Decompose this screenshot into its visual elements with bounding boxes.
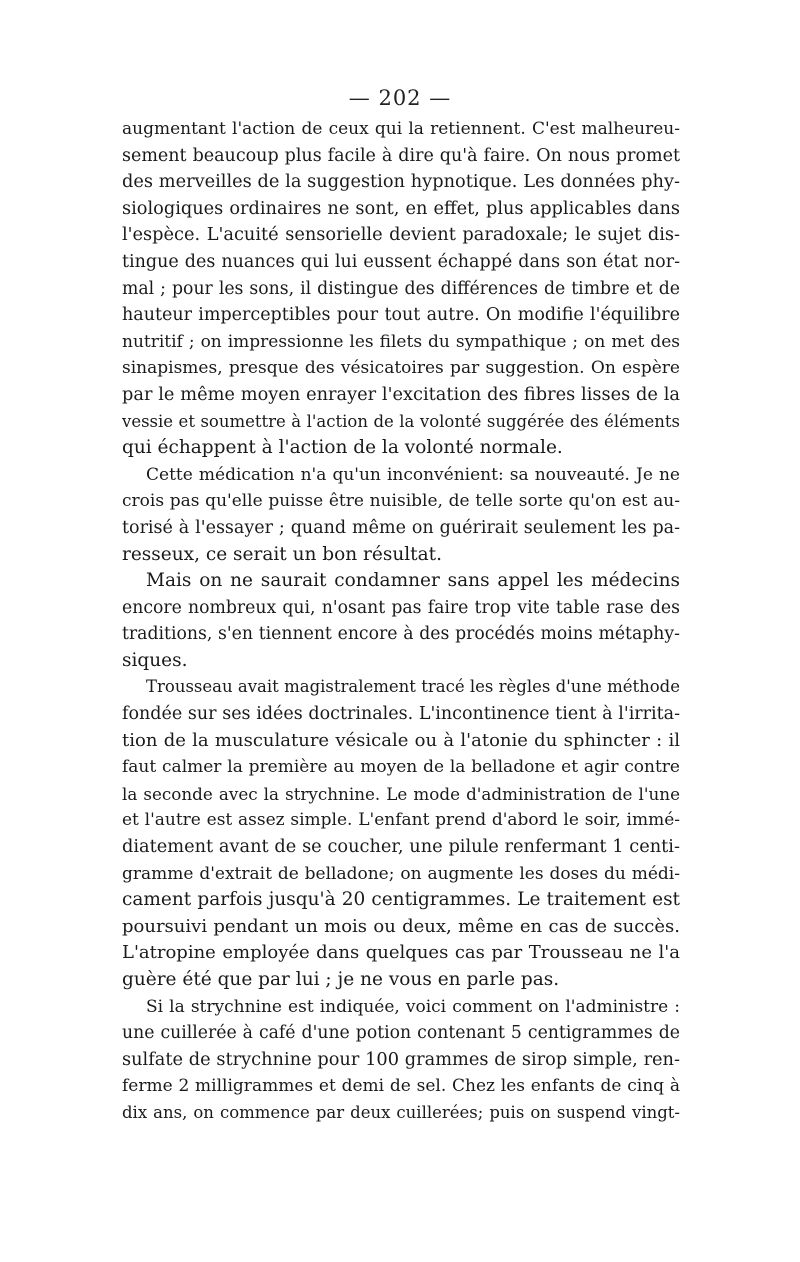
text-line: guère été que par lui ; je ne vous en parle pas. [122, 969, 560, 990]
text-line: L'atropine employée dans quelques cas par Trousseau ne l'a [122, 942, 680, 964]
text-line: une cuillerée à café d'une potion contenant 5 centigrammes de [122, 1023, 680, 1044]
page-number: — 202 — [348, 86, 452, 110]
text-line: sulfate de strychnine pour 100 grammes de sirop simple, ren- [122, 1049, 680, 1070]
text-line: hauteur imperceptibles pour tout autre. On modifie l'équilibre [122, 305, 680, 326]
text-line: mal ; pour les sons, il distingue des différences de timbre et de [122, 278, 680, 299]
text-line: par le même moyen enrayer l'excitation des fibres lisses de la [122, 384, 680, 405]
text-line: vessie et soumettre à l'action de la volonté suggérée des éléments [122, 411, 680, 431]
text-line: nutritif ; on impressionne les filets du sympathique ; on met des [122, 331, 680, 352]
text-line: poursuivi pendant un mois ou deux, même en cas de succès. [122, 915, 680, 937]
text-line: traditions, s'en tiennent encore à des procédés moins métaphy- [122, 624, 680, 645]
text-line: fondée sur ses idées doctrinales. L'incontinence tient à l'irrita- [122, 704, 680, 725]
text-line: qui échappent à l'action de la volonté normale. [122, 437, 563, 459]
text-line: gramme d'extrait de belladone; on augmente les doses du médi- [122, 863, 680, 884]
text-line: Cette médication n'a qu'un inconvénient: sa nouveauté. Je ne [146, 464, 680, 485]
text-line: resseux, ce serait un bon résultat. [122, 543, 442, 565]
text-line: ferme 2 milligrammes et demi de sel. Chez les enfants de cinq à [122, 1076, 680, 1097]
text-line: siologiques ordinaires ne sont, en effet, plus applicables dans [122, 198, 680, 219]
text-line: tion de la musculature vésicale ou à l'atonie du sphincter : il [122, 729, 680, 751]
text-line: diatement avant de se coucher, une pilule renfermant 1 centi- [122, 837, 680, 858]
text-line: dix ans, on commence par deux cuillerées; puis on suspend vingt- [122, 1102, 680, 1122]
text-line: l'espèce. L'acuité sensorielle devient paradoxale; le sujet dis- [122, 225, 680, 246]
text-line: sement beaucoup plus facile à dire qu'à faire. On nous promet [122, 145, 680, 166]
text-line: siques. [122, 649, 188, 671]
text-line: et l'autre est assez simple. L'enfant prend d'abord le soir, immé- [122, 810, 680, 831]
text-line: encore nombreux qui, n'osant pas faire trop vite table rase des [122, 597, 680, 618]
text-line: Trousseau avait magistralement tracé les règles d'une méthode [146, 677, 680, 697]
text-line: la seconde avec la strychnine. Le mode d'administration de l'une [122, 783, 680, 804]
text-line: sinapismes, presque des vésicatoires par suggestion. On espère [122, 358, 680, 379]
text-line: cament parfois jusqu'à 20 centigrammes. Le traitement est [122, 889, 680, 911]
text-line: tingue des nuances qui lui eussent échappé dans son état nor- [122, 251, 680, 272]
text-line: augmentant l'action de ceux qui la retiennent. C'est malheureu- [122, 119, 680, 139]
text-line: torisé à l'essayer ; quand même on guérirait seulement les pa- [122, 517, 680, 538]
text-line: des merveilles de la suggestion hypnotique. Les données phy- [122, 172, 680, 193]
text-line: faut calmer la première au moyen de la belladone et agir contre [122, 757, 680, 778]
text-line: Si la strychnine est indiquée, voici comment on l'administre : [146, 996, 680, 1017]
body-text [122, 116, 680, 1127]
text-line: Mais on ne saurait condamner sans appel les médecins [146, 570, 680, 592]
text-line: crois pas qu'elle puisse être nuisible, de telle sorte qu'on est au- [122, 491, 680, 512]
